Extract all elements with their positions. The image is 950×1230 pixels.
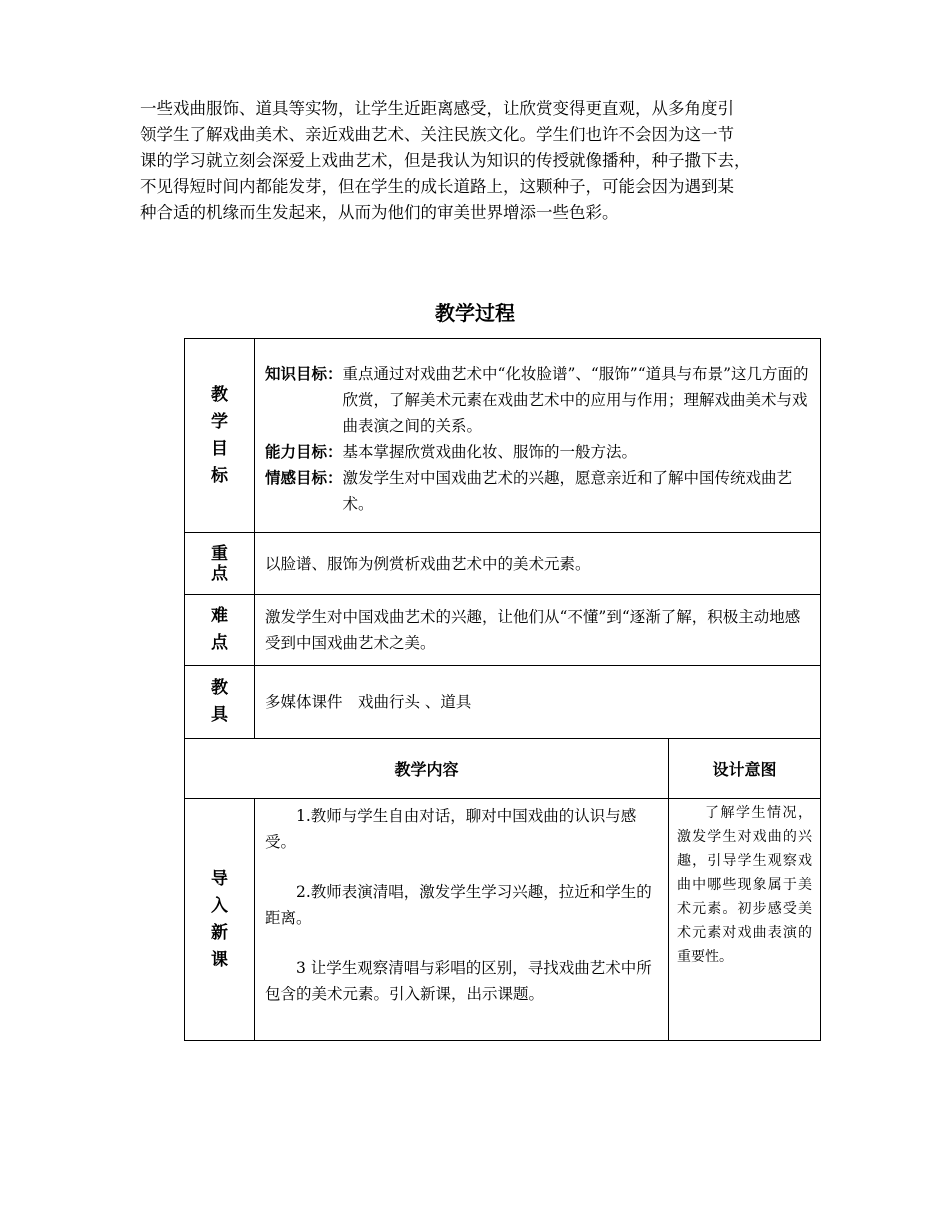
intro-line: 不见得短时间内都能发芽，但在学生的成长道路上，这颗种子，可能会因为遇到某 [140,177,734,196]
intro-section-steps [255,799,669,1041]
intro-section-label: 导 入 新 课 [185,799,255,1041]
intro-section-design: 了解学生情况，激发学生对戏曲的兴趣，引导学生观察戏曲中哪些现象属于美术元素。初步感受美术元素对戏曲表演的重要性。 [669,799,821,1041]
intro-paragraph [140,96,820,226]
tools-label: 教 具 [185,666,255,739]
objective-knowledge: 知识目标： 重点通过对戏曲艺术中“化妆脸谱”、“服饰”“道具与布景”这几方面的欣赏，了解美术元素在戏曲艺术中的应用与作用；理解戏曲美术与戏曲表演之间的关系。 [265,365,809,435]
step-item: 3 让学生观察清唱与彩唱的区别，寻找戏曲艺术中所包含的美术元素。引入新课，出示课题。 [265,959,652,1003]
objectives-content [255,339,821,533]
difficulty-label: 难 点 [185,595,255,666]
difficulty-row [185,595,821,666]
key-point-label: 重 点 [185,533,255,595]
key-point-text: 以脸谱、服饰为例赏析戏曲艺术中的美术元素。 [255,533,821,595]
objectives-label: 教 学 目 标 [185,339,255,533]
objective-emotion: 情感目标： 激发学生对中国戏曲艺术的兴趣，愿意亲近和了解中国传统戏曲艺术。 [265,469,793,513]
objectives-row [185,339,821,533]
step-item: 2.教师表演清唱，激发学生学习兴趣，拉近和学生的距离。 [265,883,652,927]
design-column-header: 设计意图 [669,739,821,799]
tools-row [185,666,821,739]
content-column-header: 教学内容 [185,739,669,799]
lesson-table [184,338,821,1041]
intro-section-row [185,799,821,1041]
intro-line: 领学生了解戏曲美术、亲近戏曲艺术、关注民族文化。学生们也许不会因为这一节 [140,125,734,144]
intro-line: 课的学习就立刻会深爱上戏曲艺术，但是我认为知识的传授就像播种，种子撒下去， [140,151,751,170]
tools-text: 多媒体课件 戏曲行头 、道具 [255,666,821,739]
objective-ability: 能力目标： 基本掌握欣赏戏曲化妆、服饰的一般方法。 [265,443,638,461]
key-point-row [185,533,821,595]
difficulty-text: 激发学生对中国戏曲艺术的兴趣，让他们从“不懂”到“逐渐了解，积极主动地感受到中国戏曲艺术之美。 [255,595,821,666]
section-title: 教学过程 [435,301,515,325]
step-item: 1.教师与学生自由对话，聊对中国戏曲的认识与感受。 [265,807,637,851]
intro-line: 一些戏曲服饰、道具等实物，让学生近距离感受，让欣赏变得更直观，从多角度引 [140,99,734,118]
intro-line: 种合适的机缘而生发起来，从而为他们的审美世界增添一些色彩。 [140,203,619,222]
column-header-row [185,739,821,799]
